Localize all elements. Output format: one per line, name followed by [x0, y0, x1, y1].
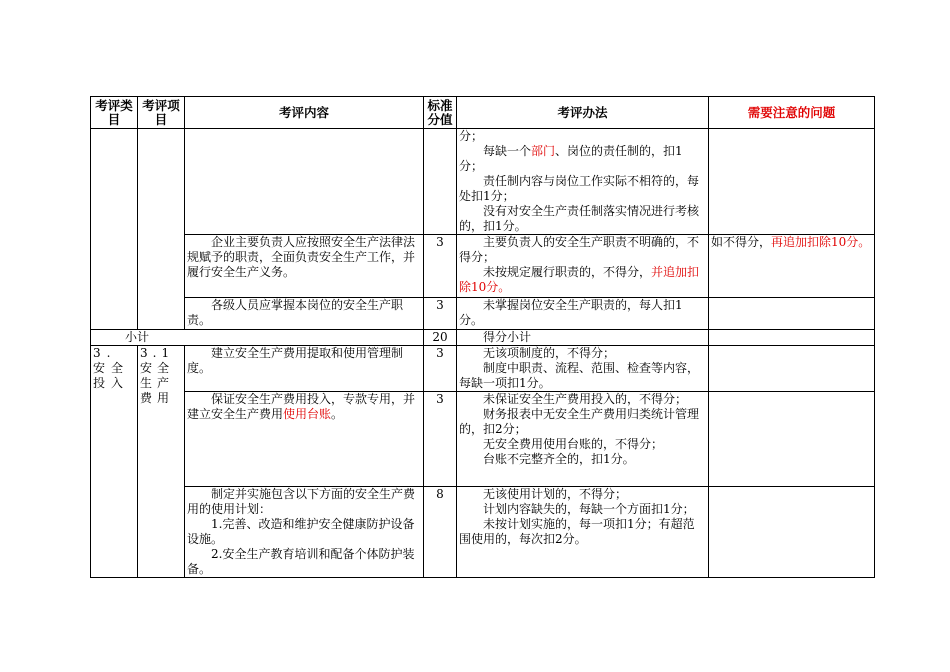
score-cell: 3 [424, 392, 457, 487]
table-row [91, 235, 875, 298]
header-item: 考评项目 [138, 97, 185, 129]
method-highlight: 部门 [531, 144, 556, 158]
content-text-plain: 。 [331, 407, 344, 421]
score-cell [424, 129, 457, 235]
subtotal-method [457, 330, 709, 346]
header-category: 考评类目 [91, 97, 138, 129]
content-cell [185, 235, 424, 298]
score-cell: 8 [424, 487, 457, 578]
content-text: 各级人员应掌握本岗位的安全生产职责。 [187, 298, 404, 327]
content-text: 制定并实施包含以下方面的安全生产费用的使用计划： [187, 487, 416, 516]
category-cell [91, 129, 138, 330]
method-text: 、岗位的责任制的，扣1分； [459, 144, 683, 173]
method-line: 无该使用计划的，不得分； [483, 487, 628, 501]
header-content: 考评内容 [185, 97, 424, 129]
content-text: 2.安全生产教育培训和配备个体防护装备。 [187, 547, 415, 576]
method-line [459, 144, 706, 174]
subtotal-row [91, 330, 875, 346]
note-text-plain: 如不得分， [711, 235, 772, 249]
score-cell: 3 [424, 298, 457, 330]
method-highlight: 并追加扣除10分。 [459, 265, 700, 294]
method-line: 台账不完整齐全的，扣1分。 [483, 452, 635, 466]
item-cell: 3.1 安全生产费用 [138, 346, 185, 578]
method-line: 未按计划实施的，每一项扣1分；有超范围使用的，每次扣2分。 [459, 517, 695, 546]
method-line: 主要负责人的安全生产职责不明确的，不得分； [459, 235, 700, 264]
content-text: 企业主要负责人应按照安全生产法律法规赋予的职责，全面负责安全生产工作，并履行安全生产义务。 [187, 235, 416, 279]
method-cell [457, 346, 709, 392]
content-cell [185, 346, 424, 392]
content-highlight: 使用台账 [283, 407, 332, 421]
content-cell [185, 129, 424, 235]
method-line: 分； [459, 129, 484, 143]
content-text [187, 392, 421, 422]
method-cell [457, 392, 709, 487]
method-line: 制度中职责、流程、范围、检查等内容，每缺一项扣1分。 [459, 361, 700, 390]
notes-cell [709, 346, 875, 392]
notes-cell [709, 129, 875, 235]
notes-cell [709, 487, 875, 578]
method-line: 计划内容缺失的，每缺一个方面扣1分； [483, 502, 695, 516]
score-cell: 3 [424, 346, 457, 392]
header-score: 标准分值 [424, 97, 457, 129]
content-cell [185, 298, 424, 330]
header-method: 考评办法 [457, 97, 709, 129]
method-line: 无该项制度的，不得分； [483, 346, 616, 360]
method-text: 未按规定履行职责的，不得分， [483, 265, 652, 279]
table-row [91, 298, 875, 330]
subtotal-label: 小计 [91, 330, 424, 346]
content-cell [185, 392, 424, 487]
content-text: 1.完善、改造和维护安全健康防护设备设施。 [187, 517, 415, 546]
method-line: 没有对安全生产责任制落实情况进行考核的，扣1分。 [459, 204, 700, 233]
score-cell: 3 [424, 235, 457, 298]
content-text: 建立安全生产费用提取和使用管理制度。 [187, 346, 404, 375]
evaluation-table [90, 96, 875, 578]
content-text-plain: 保证安全生产费用投入，专款专用，并建立安全生产费用 [187, 392, 416, 421]
table-header-row [91, 97, 875, 129]
method-line: 未掌握岗位安全生产职责的，每人扣1分。 [459, 298, 683, 327]
note-text [711, 235, 872, 250]
method-text: 每缺一个 [483, 144, 532, 158]
table-row [91, 487, 875, 578]
table-row [91, 392, 875, 487]
method-line: 未保证安全生产费用投入的，不得分； [483, 392, 688, 406]
notes-cell [709, 298, 875, 330]
method-cell [457, 129, 709, 235]
subtotal-method-text: 得分小计 [483, 330, 532, 344]
method-line: 无安全费用使用台账的，不得分； [483, 437, 664, 451]
notes-cell [709, 235, 875, 298]
item-cell [138, 129, 185, 330]
method-line: 责任制内容与岗位工作实际不相符的，每处扣1分； [459, 174, 700, 203]
category-cell: 3. 安全投入 [91, 346, 138, 578]
notes-cell [709, 392, 875, 487]
content-cell [185, 487, 424, 578]
method-line [459, 265, 706, 295]
table-row [91, 129, 875, 235]
method-cell [457, 487, 709, 578]
header-notes: 需要注意的问题 [709, 97, 875, 129]
notes-cell [709, 330, 875, 346]
subtotal-score: 20 [424, 330, 457, 346]
note-highlight: 再追加扣除10分。 [771, 235, 871, 249]
method-cell [457, 298, 709, 330]
method-line: 财务报表中无安全生产费用归类统计管理的，扣2分； [459, 407, 700, 436]
table-row [91, 346, 875, 392]
method-cell [457, 235, 709, 298]
